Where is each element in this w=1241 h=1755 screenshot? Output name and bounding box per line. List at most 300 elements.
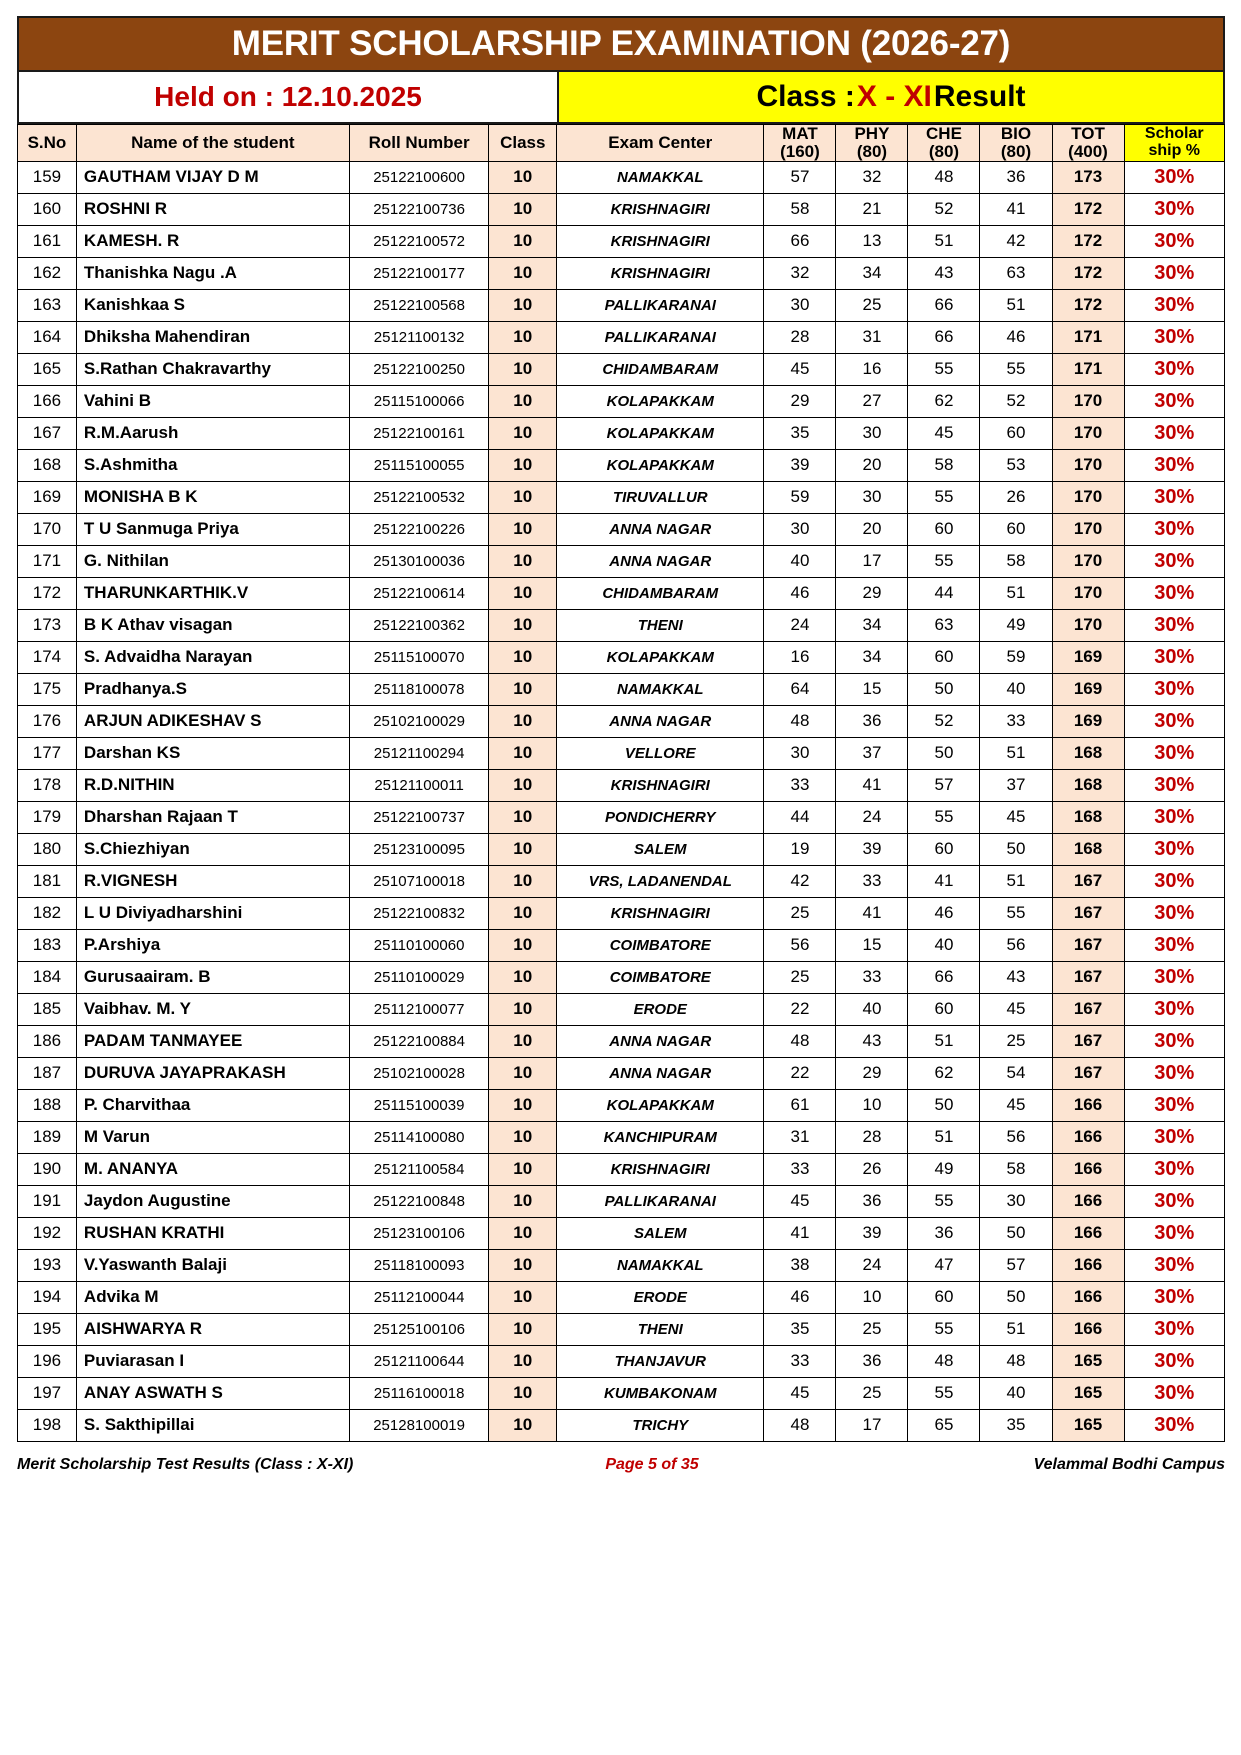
cell-che-score: 62: [908, 1057, 980, 1089]
cell-che-score: 66: [908, 961, 980, 993]
cell-bio-score: 51: [980, 289, 1052, 321]
cell-phy-score: 10: [836, 1089, 908, 1121]
cell-total-score: 170: [1052, 417, 1124, 449]
cell-sno: 184: [18, 961, 77, 993]
cell-class: 10: [489, 1121, 557, 1153]
cell-mat-score: 33: [764, 1153, 836, 1185]
cell-che-score: 65: [908, 1409, 980, 1441]
cell-sno: 175: [18, 673, 77, 705]
cell-class: 10: [489, 449, 557, 481]
cell-scholarship-percent: 30%: [1124, 769, 1224, 801]
cell-bio-score: 55: [980, 353, 1052, 385]
col-header-che-max: (80): [928, 141, 960, 161]
cell-exam-center: ANNA NAGAR: [557, 705, 764, 737]
table-row: [18, 1153, 1225, 1185]
cell-roll-number: 25118100093: [349, 1249, 489, 1281]
cell-sno: 167: [18, 417, 77, 449]
cell-class: 10: [489, 1185, 557, 1217]
cell-sno: 192: [18, 1217, 77, 1249]
cell-roll-number: 25122100177: [349, 257, 489, 289]
cell-class: 10: [489, 513, 557, 545]
table-row: [18, 801, 1225, 833]
cell-scholarship-percent: 30%: [1124, 481, 1224, 513]
cell-class: 10: [489, 833, 557, 865]
cell-mat-score: 58: [764, 193, 836, 225]
cell-roll-number: 25121100644: [349, 1345, 489, 1377]
table-row: [18, 513, 1225, 545]
cell-exam-center: NAMAKKAL: [557, 673, 764, 705]
cell-roll-number: 25122100884: [349, 1025, 489, 1057]
cell-exam-center: ERODE: [557, 1281, 764, 1313]
cell-total-score: 172: [1052, 193, 1124, 225]
cell-class: 10: [489, 225, 557, 257]
col-header-tot: [1052, 125, 1124, 162]
cell-total-score: 167: [1052, 929, 1124, 961]
cell-class: 10: [489, 1089, 557, 1121]
cell-roll-number: 25122100736: [349, 193, 489, 225]
cell-student-name: Dhiksha Mahendiran: [76, 321, 349, 353]
cell-student-name: S. Advaidha Narayan: [76, 641, 349, 673]
cell-exam-center: KOLAPAKKAM: [557, 641, 764, 673]
cell-student-name: Gurusaairam. B: [76, 961, 349, 993]
cell-class: 10: [489, 961, 557, 993]
cell-scholarship-percent: 30%: [1124, 1313, 1224, 1345]
cell-class: 10: [489, 865, 557, 897]
cell-scholarship-percent: 30%: [1124, 1345, 1224, 1377]
cell-exam-center: KRISHNAGIRI: [557, 769, 764, 801]
cell-student-name: RUSHAN KRATHI: [76, 1217, 349, 1249]
cell-student-name: M Varun: [76, 1121, 349, 1153]
cell-mat-score: 29: [764, 385, 836, 417]
cell-bio-score: 60: [980, 513, 1052, 545]
cell-bio-score: 52: [980, 385, 1052, 417]
cell-phy-score: 27: [836, 385, 908, 417]
cell-total-score: 166: [1052, 1153, 1124, 1185]
cell-class: 10: [489, 1313, 557, 1345]
cell-bio-score: 46: [980, 321, 1052, 353]
cell-total-score: 170: [1052, 545, 1124, 577]
cell-mat-score: 24: [764, 609, 836, 641]
held-on-text: Held on : 12.10.2025: [154, 81, 422, 112]
cell-student-name: Jaydon Augustine: [76, 1185, 349, 1217]
cell-roll-number: 25116100018: [349, 1377, 489, 1409]
cell-phy-score: 29: [836, 1057, 908, 1089]
cell-phy-score: 16: [836, 353, 908, 385]
cell-che-score: 50: [908, 1089, 980, 1121]
cell-student-name: THARUNKARTHIK.V: [76, 577, 349, 609]
sub-header: [17, 72, 1225, 124]
cell-exam-center: PONDICHERRY: [557, 801, 764, 833]
cell-roll-number: 25112100077: [349, 993, 489, 1025]
cell-total-score: 171: [1052, 353, 1124, 385]
cell-phy-score: 41: [836, 897, 908, 929]
cell-total-score: 166: [1052, 1217, 1124, 1249]
cell-che-score: 48: [908, 1345, 980, 1377]
col-header-phy-label: PHY: [854, 124, 890, 143]
table-row: [18, 993, 1225, 1025]
cell-bio-score: 50: [980, 1281, 1052, 1313]
col-header-tot-label: TOT: [1071, 124, 1105, 143]
class-value: X - XI: [856, 80, 932, 113]
table-row: [18, 1313, 1225, 1345]
cell-class: 10: [489, 641, 557, 673]
cell-sno: 193: [18, 1249, 77, 1281]
col-header-bio-label: BIO: [1000, 124, 1032, 143]
cell-scholarship-percent: 30%: [1124, 801, 1224, 833]
cell-roll-number: 25107100018: [349, 865, 489, 897]
cell-bio-score: 25: [980, 1025, 1052, 1057]
class-label: Class :: [756, 80, 855, 113]
cell-che-score: 57: [908, 769, 980, 801]
cell-roll-number: 25118100078: [349, 673, 489, 705]
cell-phy-score: 39: [836, 833, 908, 865]
cell-bio-score: 58: [980, 1153, 1052, 1185]
cell-sno: 179: [18, 801, 77, 833]
cell-class: 10: [489, 1217, 557, 1249]
cell-class: 10: [489, 385, 557, 417]
cell-exam-center: KRISHNAGIRI: [557, 257, 764, 289]
cell-che-score: 51: [908, 225, 980, 257]
col-header-sno: S.No: [18, 125, 77, 162]
cell-sno: 186: [18, 1025, 77, 1057]
cell-student-name: B K Athav visagan: [76, 609, 349, 641]
cell-roll-number: 25121100132: [349, 321, 489, 353]
cell-total-score: 166: [1052, 1185, 1124, 1217]
cell-roll-number: 25121100011: [349, 769, 489, 801]
cell-class: 10: [489, 769, 557, 801]
cell-class: 10: [489, 705, 557, 737]
cell-roll-number: 25130100036: [349, 545, 489, 577]
cell-scholarship-percent: 30%: [1124, 449, 1224, 481]
cell-roll-number: 25121100294: [349, 737, 489, 769]
table-row: [18, 1185, 1225, 1217]
cell-bio-score: 26: [980, 481, 1052, 513]
cell-class: 10: [489, 673, 557, 705]
cell-che-score: 48: [908, 161, 980, 193]
cell-total-score: 167: [1052, 865, 1124, 897]
cell-mat-score: 22: [764, 993, 836, 1025]
cell-class: 10: [489, 1409, 557, 1441]
cell-student-name: Thanishka Nagu .A: [76, 257, 349, 289]
cell-scholarship-percent: 30%: [1124, 545, 1224, 577]
cell-sno: 160: [18, 193, 77, 225]
cell-exam-center: PALLIKARANAI: [557, 1185, 764, 1217]
cell-bio-score: 55: [980, 897, 1052, 929]
cell-phy-score: 15: [836, 673, 908, 705]
cell-exam-center: KUMBAKONAM: [557, 1377, 764, 1409]
cell-che-score: 51: [908, 1025, 980, 1057]
cell-student-name: Darshan KS: [76, 737, 349, 769]
cell-class: 10: [489, 481, 557, 513]
cell-student-name: P. Charvithaa: [76, 1089, 349, 1121]
footer-left-text: Merit Scholarship Test Results (Class : X-XI): [17, 1455, 354, 1473]
cell-che-score: 60: [908, 1281, 980, 1313]
cell-mat-score: 45: [764, 1185, 836, 1217]
cell-exam-center: SALEM: [557, 1217, 764, 1249]
cell-roll-number: 25122100832: [349, 897, 489, 929]
page-footer: [17, 1456, 1225, 1474]
cell-exam-center: ANNA NAGAR: [557, 1057, 764, 1089]
cell-che-score: 47: [908, 1249, 980, 1281]
table-row: [18, 577, 1225, 609]
result-suffix: Result: [933, 80, 1026, 113]
cell-roll-number: 25122100161: [349, 417, 489, 449]
cell-scholarship-percent: 30%: [1124, 385, 1224, 417]
cell-mat-score: 59: [764, 481, 836, 513]
cell-sno: 165: [18, 353, 77, 385]
cell-phy-score: 13: [836, 225, 908, 257]
col-header-mat: [764, 125, 836, 162]
cell-sno: 159: [18, 161, 77, 193]
cell-roll-number: 25128100019: [349, 1409, 489, 1441]
cell-phy-score: 36: [836, 1345, 908, 1377]
cell-phy-score: 25: [836, 1377, 908, 1409]
cell-sno: 164: [18, 321, 77, 353]
cell-bio-score: 59: [980, 641, 1052, 673]
cell-bio-score: 36: [980, 161, 1052, 193]
table-row: [18, 1281, 1225, 1313]
cell-student-name: ROSHNI R: [76, 193, 349, 225]
cell-che-score: 55: [908, 1313, 980, 1345]
cell-exam-center: ANNA NAGAR: [557, 1025, 764, 1057]
cell-student-name: P.Arshiya: [76, 929, 349, 961]
cell-total-score: 169: [1052, 641, 1124, 673]
cell-roll-number: 25123100106: [349, 1217, 489, 1249]
cell-total-score: 167: [1052, 993, 1124, 1025]
cell-total-score: 166: [1052, 1121, 1124, 1153]
cell-mat-score: 45: [764, 1377, 836, 1409]
cell-exam-center: CHIDAMBARAM: [557, 577, 764, 609]
cell-sno: 177: [18, 737, 77, 769]
cell-che-score: 55: [908, 1377, 980, 1409]
cell-mat-score: 35: [764, 1313, 836, 1345]
cell-student-name: T U Sanmuga Priya: [76, 513, 349, 545]
cell-che-score: 50: [908, 673, 980, 705]
cell-exam-center: ANNA NAGAR: [557, 545, 764, 577]
cell-che-score: 66: [908, 289, 980, 321]
cell-exam-center: VELLORE: [557, 737, 764, 769]
cell-class: 10: [489, 417, 557, 449]
cell-scholarship-percent: 30%: [1124, 257, 1224, 289]
cell-phy-score: 33: [836, 961, 908, 993]
table-row: [18, 481, 1225, 513]
cell-sno: 180: [18, 833, 77, 865]
cell-bio-score: 51: [980, 865, 1052, 897]
cell-exam-center: KOLAPAKKAM: [557, 1089, 764, 1121]
cell-bio-score: 33: [980, 705, 1052, 737]
cell-bio-score: 42: [980, 225, 1052, 257]
cell-sno: 173: [18, 609, 77, 641]
cell-bio-score: 37: [980, 769, 1052, 801]
cell-roll-number: 25110100060: [349, 929, 489, 961]
col-header-scholarship-line1: Scholar: [1144, 125, 1204, 143]
table-row: [18, 769, 1225, 801]
cell-scholarship-percent: 30%: [1124, 929, 1224, 961]
cell-phy-score: 20: [836, 513, 908, 545]
table-row: [18, 353, 1225, 385]
cell-mat-score: 42: [764, 865, 836, 897]
table-row: [18, 1121, 1225, 1153]
cell-student-name: Pradhanya.S: [76, 673, 349, 705]
cell-sno: 163: [18, 289, 77, 321]
cell-exam-center: KRISHNAGIRI: [557, 225, 764, 257]
cell-scholarship-percent: 30%: [1124, 1281, 1224, 1313]
cell-roll-number: 25110100029: [349, 961, 489, 993]
cell-scholarship-percent: 30%: [1124, 993, 1224, 1025]
cell-che-score: 52: [908, 705, 980, 737]
cell-phy-score: 31: [836, 321, 908, 353]
cell-scholarship-percent: 30%: [1124, 513, 1224, 545]
cell-exam-center: PALLIKARANAI: [557, 289, 764, 321]
cell-che-score: 55: [908, 1185, 980, 1217]
page-title: MERIT SCHOLARSHIP EXAMINATION (2026-27): [231, 24, 1011, 63]
cell-student-name: ANAY ASWATH S: [76, 1377, 349, 1409]
cell-student-name: Puviarasan I: [76, 1345, 349, 1377]
cell-bio-score: 43: [980, 961, 1052, 993]
table-row: [18, 961, 1225, 993]
cell-bio-score: 51: [980, 737, 1052, 769]
cell-scholarship-percent: 30%: [1124, 1153, 1224, 1185]
cell-student-name: L U Diviyadharshini: [76, 897, 349, 929]
cell-class: 10: [489, 1281, 557, 1313]
cell-roll-number: 25122100600: [349, 161, 489, 193]
cell-scholarship-percent: 30%: [1124, 641, 1224, 673]
cell-exam-center: NAMAKKAL: [557, 161, 764, 193]
cell-exam-center: ANNA NAGAR: [557, 513, 764, 545]
table-row: [18, 673, 1225, 705]
cell-phy-score: 10: [836, 1281, 908, 1313]
col-header-che-label: CHE: [926, 124, 962, 143]
cell-mat-score: 48: [764, 1025, 836, 1057]
table-row: [18, 1409, 1225, 1441]
cell-che-score: 63: [908, 609, 980, 641]
cell-total-score: 167: [1052, 1057, 1124, 1089]
cell-total-score: 167: [1052, 1025, 1124, 1057]
cell-class: 10: [489, 801, 557, 833]
cell-total-score: 172: [1052, 289, 1124, 321]
cell-roll-number: 25121100584: [349, 1153, 489, 1185]
cell-mat-score: 31: [764, 1121, 836, 1153]
cell-mat-score: 39: [764, 449, 836, 481]
table-row: [18, 1089, 1225, 1121]
cell-mat-score: 44: [764, 801, 836, 833]
cell-mat-score: 56: [764, 929, 836, 961]
col-header-roll: Roll Number: [349, 125, 489, 162]
cell-bio-score: 54: [980, 1057, 1052, 1089]
cell-sno: 196: [18, 1345, 77, 1377]
cell-phy-score: 24: [836, 1249, 908, 1281]
cell-class: 10: [489, 1153, 557, 1185]
cell-scholarship-percent: 30%: [1124, 1089, 1224, 1121]
cell-sno: 169: [18, 481, 77, 513]
cell-mat-score: 64: [764, 673, 836, 705]
cell-scholarship-percent: 30%: [1124, 1057, 1224, 1089]
cell-mat-score: 32: [764, 257, 836, 289]
col-header-bio-max: (80): [1000, 141, 1032, 161]
cell-bio-score: 45: [980, 801, 1052, 833]
col-header-scholarship-line2: ship %: [1148, 141, 1201, 159]
cell-scholarship-percent: 30%: [1124, 353, 1224, 385]
cell-roll-number: 25122100568: [349, 289, 489, 321]
table-row: [18, 929, 1225, 961]
cell-class: 10: [489, 929, 557, 961]
cell-class: 10: [489, 1025, 557, 1057]
cell-che-score: 41: [908, 865, 980, 897]
cell-exam-center: VRS, LADANENDAL: [557, 865, 764, 897]
cell-exam-center: COIMBATORE: [557, 929, 764, 961]
footer-right-text: Velammal Bodhi Campus: [1033, 1455, 1225, 1473]
cell-total-score: 172: [1052, 257, 1124, 289]
cell-student-name: Advika M: [76, 1281, 349, 1313]
cell-che-score: 55: [908, 353, 980, 385]
cell-sno: 197: [18, 1377, 77, 1409]
cell-roll-number: 25114100080: [349, 1121, 489, 1153]
cell-mat-score: 38: [764, 1249, 836, 1281]
cell-class: 10: [489, 1345, 557, 1377]
cell-total-score: 167: [1052, 961, 1124, 993]
col-header-scholarship: [1124, 125, 1224, 162]
cell-student-name: Dharshan Rajaan T: [76, 801, 349, 833]
cell-exam-center: KANCHIPURAM: [557, 1121, 764, 1153]
cell-che-score: 49: [908, 1153, 980, 1185]
cell-class: 10: [489, 737, 557, 769]
cell-mat-score: 22: [764, 1057, 836, 1089]
cell-roll-number: 25122100532: [349, 481, 489, 513]
table-row: [18, 641, 1225, 673]
class-result-cell: [559, 72, 1223, 122]
cell-scholarship-percent: 30%: [1124, 321, 1224, 353]
cell-mat-score: 30: [764, 737, 836, 769]
cell-student-name: MONISHA B K: [76, 481, 349, 513]
cell-che-score: 58: [908, 449, 980, 481]
cell-roll-number: 25115100039: [349, 1089, 489, 1121]
cell-phy-score: 29: [836, 577, 908, 609]
table-row: [18, 865, 1225, 897]
cell-sno: 188: [18, 1089, 77, 1121]
table-row: [18, 1345, 1225, 1377]
cell-class: 10: [489, 1057, 557, 1089]
cell-che-score: 52: [908, 193, 980, 225]
cell-scholarship-percent: 30%: [1124, 1121, 1224, 1153]
cell-roll-number: 25122100848: [349, 1185, 489, 1217]
cell-bio-score: 60: [980, 417, 1052, 449]
cell-student-name: Vahini B: [76, 385, 349, 417]
cell-total-score: 173: [1052, 161, 1124, 193]
cell-phy-score: 21: [836, 193, 908, 225]
cell-sno: 198: [18, 1409, 77, 1441]
cell-bio-score: 63: [980, 257, 1052, 289]
cell-scholarship-percent: 30%: [1124, 1025, 1224, 1057]
cell-class: 10: [489, 993, 557, 1025]
table-row: [18, 321, 1225, 353]
cell-class: 10: [489, 897, 557, 929]
cell-student-name: R.M.Aarush: [76, 417, 349, 449]
cell-sno: 181: [18, 865, 77, 897]
cell-scholarship-percent: 30%: [1124, 417, 1224, 449]
cell-total-score: 165: [1052, 1377, 1124, 1409]
cell-mat-score: 46: [764, 1281, 836, 1313]
cell-bio-score: 45: [980, 1089, 1052, 1121]
col-header-che: [908, 125, 980, 162]
table-row: [18, 705, 1225, 737]
cell-student-name: R.VIGNESH: [76, 865, 349, 897]
cell-phy-score: 28: [836, 1121, 908, 1153]
cell-phy-score: 17: [836, 1409, 908, 1441]
cell-sno: 195: [18, 1313, 77, 1345]
cell-bio-score: 49: [980, 609, 1052, 641]
cell-phy-score: 34: [836, 609, 908, 641]
cell-total-score: 170: [1052, 481, 1124, 513]
